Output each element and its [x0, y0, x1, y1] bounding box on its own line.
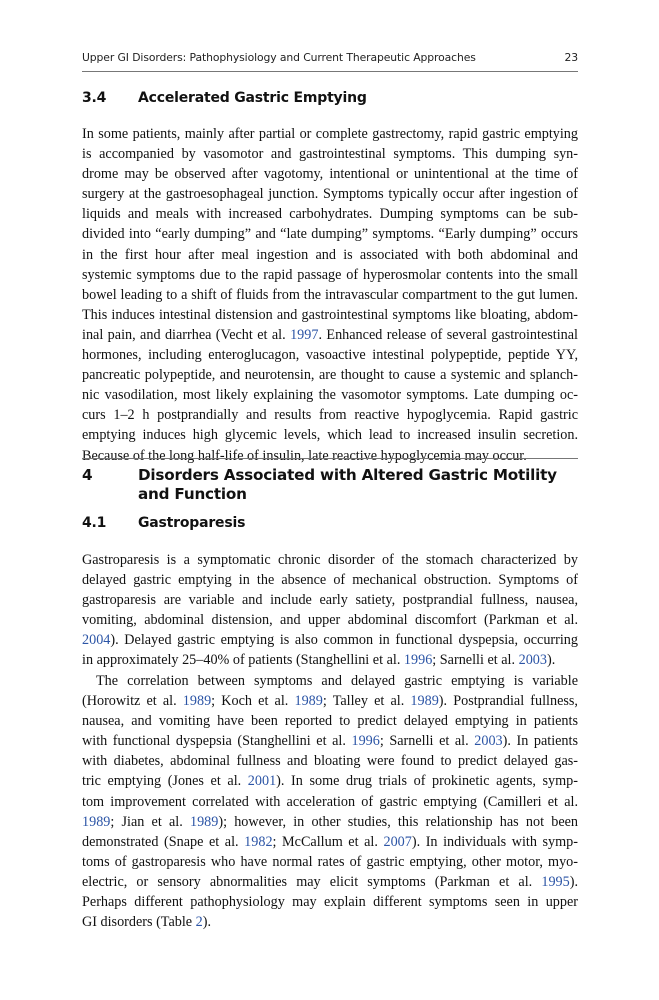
text-line: is accompanied by vasomotor and gastrointestinal symptoms. This dumping syn-: [82, 146, 578, 163]
section-3-4-number: 3.4: [82, 90, 107, 106]
text-line: drome may be observed after vagotomy, intentional or unintentional at the time of: [82, 166, 578, 183]
citation-link[interactable]: 1989: [189, 813, 219, 830]
text-line: pancreatic polypeptide, and neurotensin, are thought to cause a systemic and splanch-: [82, 367, 578, 384]
text-line: with diabetes, abdominal fullness and bloating were found to predict delayed gas-: [82, 753, 578, 770]
text-line: hormones, including enteroglucagon, vasoactive intestinal polypeptide, peptide YY,: [82, 347, 578, 364]
text-line: vomiting, abdominal distension, and upper abdominal discomfort (Parkman et al.: [82, 612, 578, 629]
citation-link[interactable]: 2003: [518, 652, 547, 669]
text-line: GI disorders (Table 2).: [82, 914, 212, 931]
text-line: emptying induces high glycemic levels, which lead to increased insulin secretion.: [82, 427, 578, 444]
citation-link[interactable]: 1989: [182, 693, 212, 710]
text-line: electric, or sensory abnormalities may elicit symptoms (Parkman et al. 1995).: [82, 873, 578, 890]
section-4-1-number: 4.1: [82, 515, 107, 531]
section-4-number: 4: [82, 466, 93, 484]
document-page: [82, 0, 578, 1000]
citation-link[interactable]: 1997: [290, 326, 319, 343]
text-line: In some patients, mainly after partial or complete gastrectomy, rapid gastric emptying: [82, 126, 578, 142]
running-head: [82, 51, 578, 64]
section-3-4-paragraph: [82, 124, 578, 466]
citation-link[interactable]: 1995: [541, 873, 570, 890]
section-4-1-title: Gastroparesis: [138, 515, 246, 531]
text-line: (Horowitz et al. 1989; Koch et al. 1989; Talley et al. 1989). Postprandial fullness,: [82, 693, 578, 710]
citation-link[interactable]: 2004: [82, 632, 111, 649]
citation-link[interactable]: 2001: [247, 773, 277, 790]
text-line: gastroparesis are variable and include early satiety, postprandial fullness, nausea,: [82, 592, 578, 609]
text-line: delayed gastric emptying in the absence of mechanical obstruction. Symptoms of: [82, 572, 578, 589]
text-line: toms of gastroparesis who have normal rates of gastric emptying, other motor, myo-: [82, 853, 578, 870]
citation-link[interactable]: 1996: [403, 652, 433, 669]
text-line: surgery at the gastroesophageal junction. Symptoms typically occur after ingestion of: [82, 186, 578, 203]
text-line: nic vasodilation, most likely explaining the vasomotor symptoms. Late dumping oc-: [82, 387, 578, 404]
section-rule: [82, 458, 578, 459]
text-line: bowel leading to a shift of fluids from the intravascular compartment to the gut lumen.: [82, 286, 578, 303]
text-line: 1989; Jian et al. 1989); however, in other studies, this relationship has not been: [82, 813, 579, 830]
gastroparesis-paragraph-2: [82, 671, 578, 932]
citation-link[interactable]: 1996: [351, 733, 380, 750]
citation-link[interactable]: 1989: [410, 693, 439, 710]
text-line: with functional dyspepsia (Stanghellini et al. 1996; Sarnelli et al. 2003). In patients: [82, 733, 578, 750]
citation-link[interactable]: 2007: [383, 833, 412, 850]
citation-link[interactable]: 2003: [474, 733, 503, 750]
text-line: This induces intestinal distension and gastrointestinal symptoms like bloating, abdom-: [82, 306, 578, 323]
citation-link[interactable]: 2: [195, 914, 203, 931]
text-line: tric emptying (Jones et al. 2001). In some drug trials of prokinetic agents, symp-: [82, 773, 578, 790]
text-line: 2004). Delayed gastric emptying is also common in functional dyspepsia, occurring: [82, 632, 578, 649]
section-4-title-line2: and Function: [138, 485, 247, 503]
section-4-title: [138, 466, 578, 504]
text-line: Gastroparesis is a symptomatic chronic disorder of the stomach characterized by: [82, 552, 578, 568]
header-rule: [82, 71, 578, 72]
section-4-title-line1: Disorders Associated with Altered Gastric Motility: [138, 466, 557, 484]
page-number: 23: [564, 51, 578, 64]
text-line: Perhaps different pathophysiology may explain different symptoms seen in upper: [82, 894, 578, 911]
text-line: demonstrated (Snape et al. 1982; McCallum et al. 2007). In individuals with symp-: [82, 833, 578, 850]
section-3-4-title: Accelerated Gastric Emptying: [138, 90, 367, 106]
text-line: divided into “early dumping” and “late dumping” symptoms. “Early dumping” occurs: [82, 226, 578, 243]
text-line: The correlation between symptoms and delayed gastric emptying is variable: [96, 673, 578, 689]
running-head-title: Upper GI Disorders: Pathophysiology and Current Therapeutic Approaches: [82, 51, 476, 64]
gastroparesis-paragraph-1: [82, 550, 578, 671]
text-line: systemic symptoms due to the rapid passage of hyperosmolar contents into the small: [82, 266, 578, 283]
citation-link[interactable]: 1989: [294, 693, 323, 710]
text-line: liquids and meals with increased carbohydrates. Dumping symptoms can be sub-: [82, 206, 578, 223]
text-line: curs 1–2 h postprandially and results from reactive hypoglycemia. Rapid gastric: [82, 407, 578, 424]
citation-link[interactable]: 1982: [244, 833, 273, 850]
text-line: inal pain, and diarrhea (Vecht et al. 1997. Enhanced release of several gastrointestinal: [82, 326, 578, 343]
text-line: tom improvement correlated with acceleration of gastric emptying (Camilleri et al.: [82, 793, 578, 810]
text-line: in the first hour after meal ingestion and is associated with both abdominal and: [82, 246, 578, 263]
text-line: Because of the long half-life of insulin, late reactive hypoglycemia may occur.: [82, 447, 527, 464]
text-line: nausea, and vomiting have been reported to predict delayed emptying in patients: [82, 713, 578, 730]
citation-link[interactable]: 1989: [82, 813, 111, 830]
text-line: in approximately 25–40% of patients (Stanghellini et al. 1996; Sarnelli et al. 2003).: [82, 652, 556, 669]
